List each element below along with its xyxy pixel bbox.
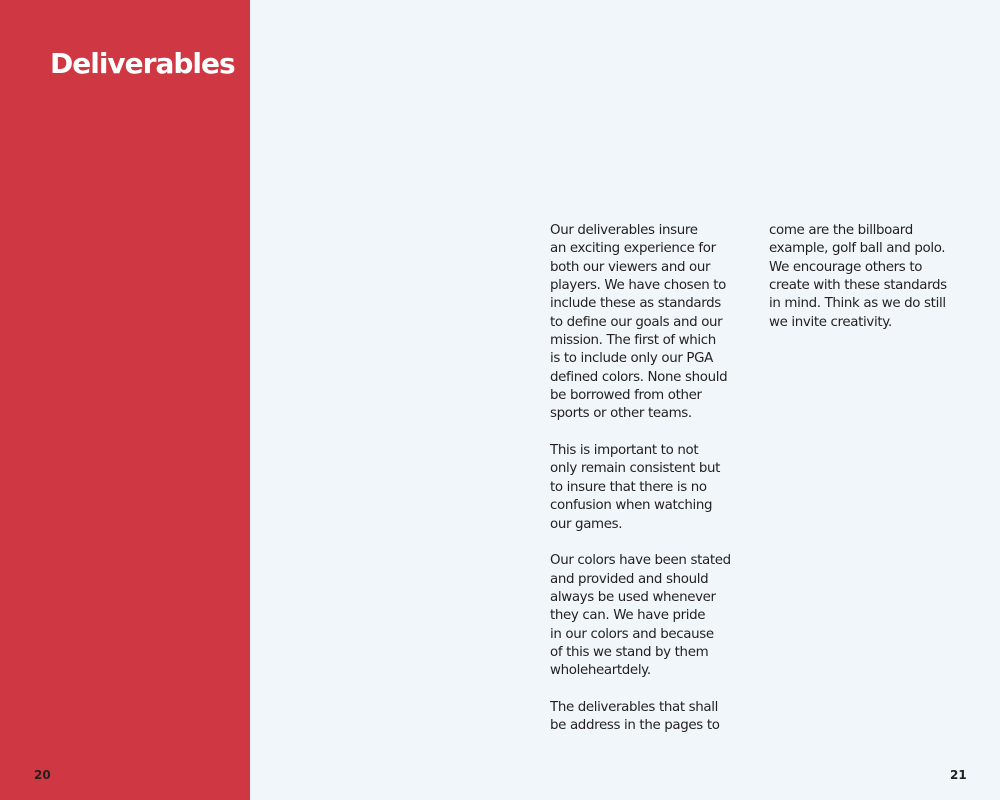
text-line: our games. <box>550 516 623 532</box>
text-line: include these as standards <box>550 296 721 312</box>
body-paragraph <box>550 699 750 736</box>
right-page-number: 21 <box>950 768 967 782</box>
text-line: We encourage others to <box>769 259 923 275</box>
text-line: in mind. Think as we do still <box>769 296 946 312</box>
text-line: Our deliverables insure <box>550 223 698 238</box>
text-line: sports or other teams. <box>550 406 692 422</box>
text-line: an exciting experience for <box>550 241 716 257</box>
text-line: only remain consistent but <box>550 461 721 477</box>
text-line: Our colors have been stated <box>550 553 731 569</box>
text-line: wholeheartdely. <box>550 663 651 679</box>
text-line: defined colors. None should <box>550 369 728 385</box>
text-line: they can. We have pride <box>550 608 706 624</box>
page-title: Deliverables <box>50 47 235 80</box>
text-line: to define our goals and our <box>550 314 723 330</box>
body-paragraph <box>550 552 750 680</box>
text-line: mission. The first of which <box>550 333 716 349</box>
text-line: and provided and should <box>550 571 709 587</box>
left-page-red-panel <box>0 0 250 800</box>
text-line: This is important to not <box>550 443 699 459</box>
text-line: is to include only our PGA <box>550 351 713 367</box>
text-line: come are the billboard <box>769 223 913 238</box>
text-line: in our colors and because <box>550 626 714 642</box>
text-line: players. We have chosen to <box>550 278 726 294</box>
text-line: be borrowed from other <box>550 388 702 404</box>
body-text-column-2 <box>769 222 969 350</box>
text-line: confusion when watching <box>550 498 713 514</box>
body-text-column-1 <box>550 222 750 754</box>
text-line: of this we stand by them <box>550 644 709 660</box>
text-line: be address in the pages to <box>550 718 720 734</box>
text-line: create with these standards <box>769 278 947 294</box>
body-paragraph <box>550 442 750 534</box>
text-line: both our viewers and our <box>550 259 711 275</box>
text-line: to insure that there is no <box>550 479 707 495</box>
body-paragraph <box>550 222 750 424</box>
text-line: we invite creativity. <box>769 314 892 330</box>
body-paragraph <box>769 222 969 332</box>
text-line: example, golf ball and polo. <box>769 241 946 257</box>
text-line: always be used whenever <box>550 589 716 605</box>
text-line: The deliverables that shall <box>550 699 719 715</box>
left-page-number: 20 <box>34 768 51 782</box>
